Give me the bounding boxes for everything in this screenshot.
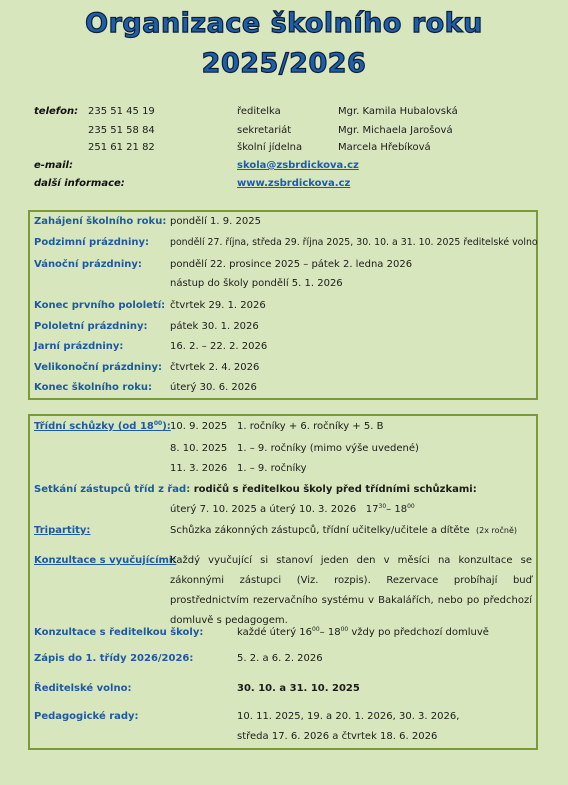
- enrol-label: Zápis do 1. třídy 2026/2026:: [34, 653, 194, 664]
- phone-director: 235 51 45 19: [88, 106, 155, 117]
- role-canteen: školní jídelna: [237, 142, 303, 153]
- schedule-value: nástup do školy pondělí 5. 1. 2026: [170, 278, 343, 289]
- name-secretary: Mgr. Michaela Jarošová: [338, 125, 453, 136]
- schedule-value: pondělí 27. října, středa 29. října 2025, 30. 10. a 31. 10. 2025 ředitelské volno: [170, 237, 538, 248]
- reps-dates: úterý 7. 10. 2025 a úterý 10. 3. 2026 $17^{30}-$ $18^{00}$: [170, 503, 415, 515]
- schedule-label: Konec školního roku:: [34, 382, 152, 393]
- schedule-label: Konec prvního pololetí:: [34, 300, 166, 311]
- meeting-desc: 1. – 9. ročníky (mimo výše uvedené): [237, 443, 419, 454]
- schedule-value: 16. 2. – 22. 2. 2026: [170, 341, 268, 352]
- role-secretary: sekretariát: [237, 125, 292, 136]
- councils-line1: 10. 11. 2025, 19. a 20. 1. 2026, 30. 3. 2026,: [237, 711, 460, 722]
- schedule-value: pondělí 22. prosince 2025 – pátek 2. ledna 2026: [170, 259, 413, 270]
- schedule-label: Vánoční prázdniny:: [34, 259, 142, 270]
- schedule-value: úterý 30. 6. 2026: [170, 382, 257, 393]
- schedule-label: Velikonoční prázdniny:: [34, 362, 163, 373]
- schedule-value: čtvrtek 29. 1. 2026: [170, 300, 266, 311]
- schedule-label: Podzimní prázdniny:: [34, 237, 150, 248]
- schedule-value: pátek 30. 1. 2026: [170, 321, 259, 332]
- holiday-label: Ředitelské volno:: [34, 683, 132, 694]
- info-label: další informace:: [34, 178, 125, 189]
- web-link[interactable]: www.zsbrdickova.cz: [237, 178, 351, 189]
- councils-line2: středa 17. 6. 2026 a čtvrtek 18. 6. 2026: [237, 731, 438, 742]
- consult-label: Konzultace s vyučujícími:: [34, 555, 177, 566]
- name-director: Mgr. Kamila Hubalovská: [338, 106, 458, 117]
- email-label: e-mail:: [34, 160, 73, 171]
- holiday-value: 30. 10. a 31. 10. 2025: [237, 683, 360, 694]
- phone-label: telefon:: [34, 106, 79, 117]
- phone-secretary: 235 51 58 84: [88, 125, 155, 136]
- schedule-label: Zahájení školního roku:: [34, 216, 167, 227]
- page-title: Organizace školního roku: [85, 8, 483, 39]
- tripartity-label: Tripartity:: [34, 525, 91, 536]
- phone-canteen: 251 61 21 82: [88, 142, 155, 153]
- schedule-value: čtvrtek 2. 4. 2026: [170, 362, 260, 373]
- consult-text: Každý vyučující si stanoví jeden den v měsíci na konzultace se zákonnými zástupci (Viz. rozpis). Rezervace probíhají buď prostřednictvím rezervačního systému v Bakalářích, nebo po předchozí domluvě s pedagogem.: [170, 555, 532, 626]
- role-director: ředitelka: [237, 106, 281, 117]
- name-canteen: Marcela Hřebíková: [338, 142, 431, 153]
- councils-label: Pedagogické rady:: [34, 711, 139, 722]
- meeting-date: 11. 3. 2026: [170, 463, 228, 474]
- director-consult-value: každé úterý $16^{00}-$ $18^{00}$ vždy po předchozí domluvě: [237, 626, 489, 638]
- reps-label: Setkání zástupců tříd z řad: rodičů s ředitelkou školy před třídními schůzkami:: [34, 484, 477, 495]
- meeting-date: 10. 9. 2025: [170, 421, 228, 432]
- schedule-value: pondělí 1. 9. 2025: [170, 216, 261, 227]
- school-year: 2025/2026: [201, 48, 367, 79]
- enrol-value: 5. 2. a 6. 2. 2026: [237, 653, 323, 664]
- meeting-desc: 1. ročníky + 6. ročníky + 5. B: [237, 421, 384, 432]
- director-consult-label: Konzultace s ředitelkou školy:: [34, 627, 204, 638]
- meetings-label: Třídní schůzky (od $18^{00}$):: [34, 420, 171, 432]
- tripartity-value: Schůzka zákonných zástupců, třídní učitelky/učitele a dítěte (2x ročně): [170, 525, 518, 536]
- meeting-date: 8. 10. 2025: [170, 443, 228, 454]
- schedule-label: Pololetní prázdniny:: [34, 321, 148, 332]
- email-link[interactable]: skola@zsbrdickova.cz: [237, 160, 359, 171]
- meeting-desc: 1. – 9. ročníky: [237, 463, 307, 474]
- schedule-label: Jarní prázdniny:: [34, 341, 124, 352]
